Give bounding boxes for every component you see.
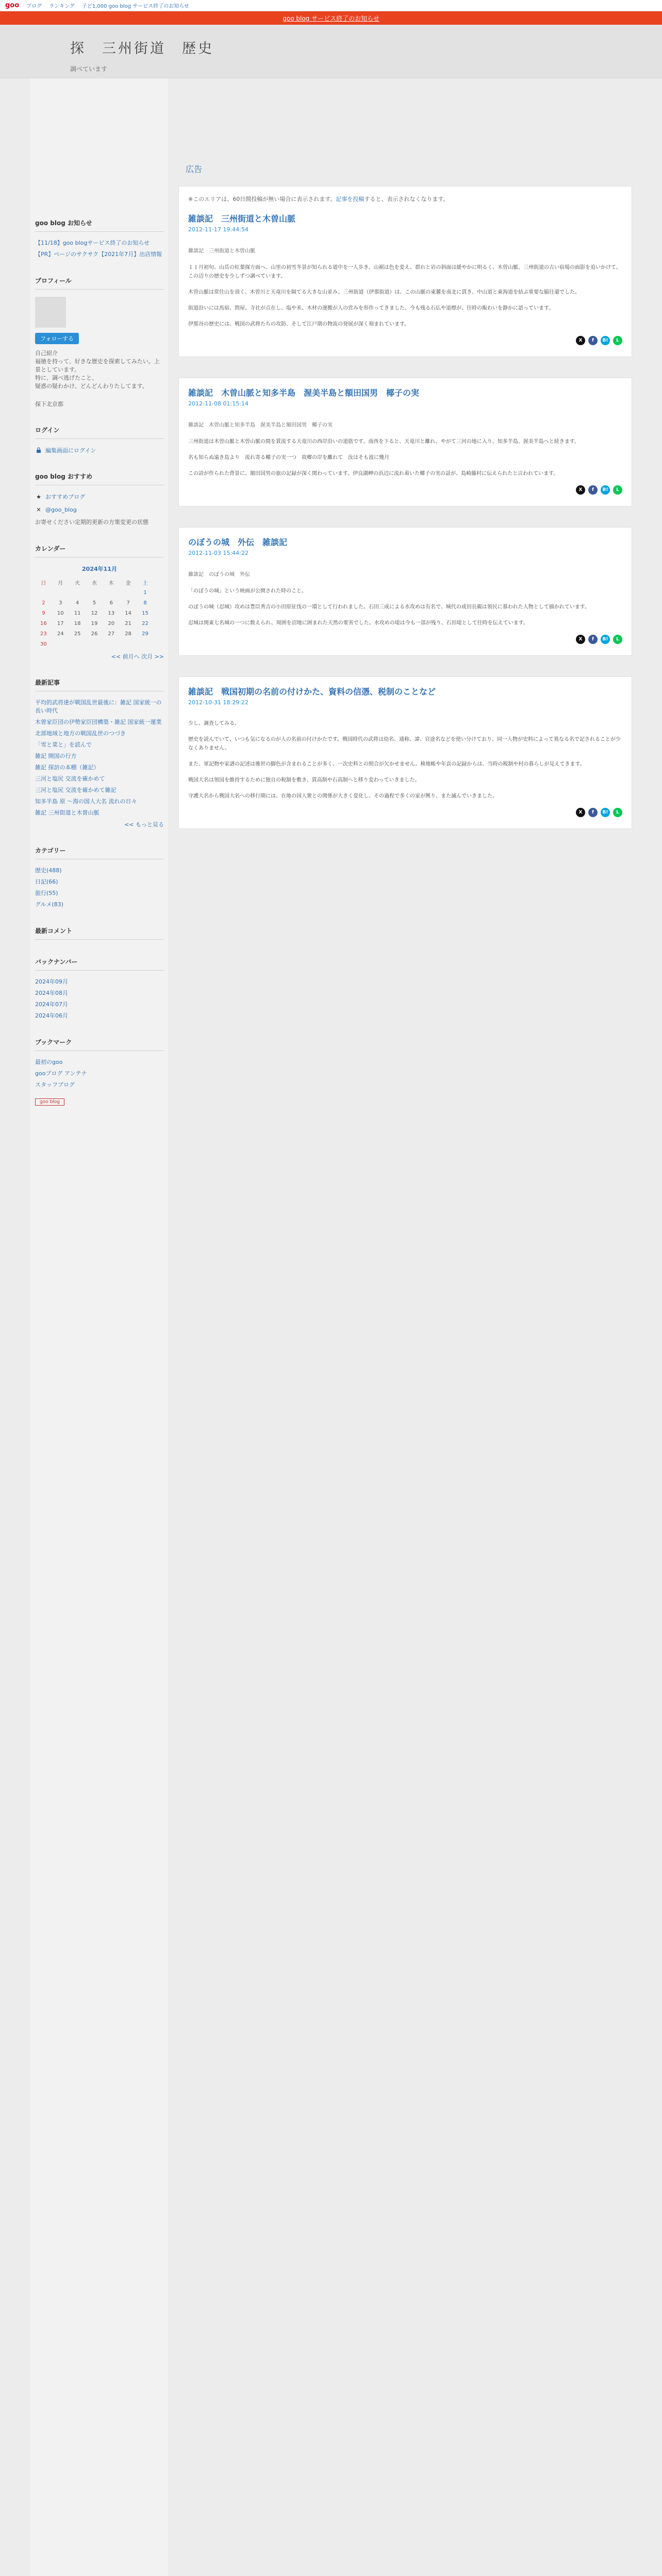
- calendar-day: [69, 587, 86, 598]
- post-body: [188, 437, 622, 478]
- recent-item: [35, 741, 164, 749]
- share-note: お寄せください定期的更新の方策変更の状態: [35, 519, 148, 526]
- post-body: [188, 719, 622, 801]
- line-share-icon[interactable]: L: [613, 485, 622, 495]
- post-date: 2012-10-31 18:29:22: [188, 699, 249, 706]
- hatena-share-icon[interactable]: B!: [601, 485, 610, 495]
- profile-heading: プロフィール: [35, 276, 164, 290]
- recent-item: [35, 786, 164, 794]
- login-icon: [35, 447, 42, 454]
- post-paragraph: 三州街道は木曽山脈と木曽山脈の間を貫流する天竜川の西岸沿いの道筋です。南西を下ると、天竜川と離れ、やがて三河の地に入り、知多半島、渥美半島へと続きます。: [188, 439, 580, 445]
- calendar-day: [69, 639, 86, 649]
- backnumber-link[interactable]: 2024年06月: [35, 1012, 68, 1019]
- calendar-day[interactable]: 17: [57, 620, 64, 626]
- calendar-nav[interactable]: << 前月へ 次月 >>: [111, 653, 164, 660]
- x-icon: ✕: [36, 506, 41, 513]
- recent-link[interactable]: 雑記 三州街道と木曽山脈: [35, 809, 100, 816]
- post-date: 2012-11-08 01:15:14: [188, 400, 249, 407]
- backnumber-list: [35, 978, 164, 1020]
- calendar-weekday: 月: [58, 580, 63, 586]
- calendar-day[interactable]: 16: [40, 620, 47, 626]
- category-link[interactable]: 歴史(488): [35, 867, 62, 874]
- calendar-day[interactable]: 11: [74, 610, 81, 616]
- main-content: [178, 78, 632, 850]
- calendar-week: [35, 629, 154, 639]
- calendar-day: [137, 639, 154, 649]
- calendar-day: [86, 587, 103, 598]
- post-categories: 雑談記 のぼうの城 外伝: [188, 572, 250, 578]
- calendar-day[interactable]: 2: [42, 600, 45, 606]
- calendar-day: [120, 639, 137, 649]
- calendar-day[interactable]: 1: [143, 589, 147, 596]
- bookmark-item: [35, 1070, 164, 1078]
- calendar-week: [35, 608, 154, 618]
- backnumber-item: [35, 1001, 164, 1009]
- bookmark-heading: ブックマーク: [35, 1038, 164, 1051]
- post-paragraph: 少し、調査してみる。: [188, 721, 240, 726]
- calendar-day[interactable]: 23: [40, 631, 47, 637]
- backnumber-link[interactable]: 2024年09月: [35, 978, 68, 985]
- post-paragraph: 伊那谷の歴史には、戦国の武将たちの攻防、そして江戸期の物流の発展が深く刻まれています。: [188, 321, 410, 327]
- calendar-day[interactable]: 21: [125, 620, 131, 626]
- topbar-link-ranking[interactable]: ランキング: [49, 4, 75, 9]
- calendar-week: [35, 587, 154, 598]
- profile-line: 福徳を持って、好きな歴史を探索してみたい。上景としています。: [35, 358, 160, 373]
- bookmark-item: [35, 1081, 164, 1089]
- recent-link[interactable]: 北部地域と地方の戦国乱世のつづき: [35, 730, 126, 737]
- calendar-day[interactable]: 3: [59, 600, 62, 606]
- recent-link[interactable]: 「雪と菜と」を読んで: [35, 741, 92, 748]
- post-categories: 雑談記 三州街道と木曽山脈: [188, 248, 255, 254]
- sidebar: [30, 78, 168, 2576]
- calendar-title: 2024年11月: [82, 566, 117, 572]
- profile-line: 自己紹介: [35, 350, 58, 357]
- comments-heading: 最新コメント: [35, 926, 164, 940]
- avatar: [35, 297, 66, 328]
- bookmark-item: [35, 1058, 164, 1066]
- inactive-notice: [188, 195, 622, 203]
- calendar-weekday: 金: [125, 580, 131, 586]
- post-paragraph: 街道沿いには馬宿、問屋、寺社が点在し、塩や米、木材の運搬が人の営みを形作ってきました。今も残る石仏や道標が、往時の賑わいを静かに語っています。: [188, 306, 554, 311]
- recent-item: [35, 699, 164, 715]
- calendar-day: [52, 587, 69, 598]
- backnumber-heading: バックナンバー: [35, 957, 164, 971]
- post-paragraph: 名も知らぬ遠き島より 流れ寄る椰子の実一つ 故郷の岸を離れて 汝はそも波に幾月: [188, 455, 389, 461]
- hatena-share-icon[interactable]: B!: [601, 635, 610, 644]
- x-share-icon[interactable]: X: [576, 635, 585, 644]
- post-date: 2012-11-17 19:44:54: [188, 226, 249, 233]
- calendar-day[interactable]: 15: [142, 610, 148, 616]
- blog-post: [178, 378, 632, 506]
- bookmark-link[interactable]: gooブログ アンテナ: [35, 1070, 87, 1077]
- calendar-day: [86, 639, 103, 649]
- calendar-week: [35, 598, 154, 608]
- backnumber-item: [35, 989, 164, 997]
- post-paragraph: 「のぼうの城」という映画が公開された時のこと。: [188, 588, 307, 594]
- share-heading: goo blog おすすめ: [35, 472, 164, 485]
- calendar-day[interactable]: 14: [125, 610, 131, 616]
- service-notice-link[interactable]: goo blog サービス終了のお知らせ: [283, 14, 379, 22]
- bookmark-link[interactable]: スタッフブログ: [35, 1081, 75, 1088]
- calendar-day[interactable]: 18: [74, 620, 81, 626]
- profile-text: [35, 349, 164, 391]
- post-body: [188, 263, 622, 329]
- calendar-week: [35, 639, 154, 649]
- calendar-day[interactable]: 7: [126, 600, 130, 606]
- backnumber-link[interactable]: 2024年08月: [35, 990, 68, 996]
- calendar-weekday: 火: [75, 580, 80, 586]
- notice-prefix: ※このエリアは、60日間投稿が無い場合に表示されます。: [188, 196, 336, 202]
- login-link[interactable]: 編集画面にログイン: [45, 447, 96, 454]
- calendar-day[interactable]: 8: [143, 600, 147, 606]
- recent-item: [35, 775, 164, 783]
- post-paragraph: 忍城は関東七名城の一つに数えられ、周囲を沼地に囲まれた天然の要害でした。水攻めの堤は今も一部が残り、石田堤として往時を伝えています。: [188, 620, 528, 626]
- topbar-link-blog[interactable]: ブログ: [26, 4, 42, 9]
- profile-line: 疑惑の疑わかけ、どんどんわりたしてます。: [35, 383, 148, 389]
- calendar-day[interactable]: 12: [91, 610, 98, 616]
- calendar-day[interactable]: 27: [108, 631, 115, 637]
- facebook-share-icon[interactable]: f: [588, 635, 598, 644]
- share-row: [188, 485, 622, 495]
- topbar-link-notice[interactable]: 子ど1,000 goo blog サービス終了のお知らせ: [81, 4, 189, 9]
- sidebar-notice-item: [35, 239, 164, 247]
- facebook-share-icon[interactable]: f: [588, 808, 598, 817]
- sidebar-notice-item: [35, 250, 164, 259]
- calendar-day[interactable]: 25: [74, 631, 81, 637]
- top-bar: [0, 0, 662, 11]
- category-item: [35, 889, 164, 897]
- calendar-day[interactable]: 29: [142, 631, 148, 637]
- follow-button[interactable]: フォローする: [35, 333, 79, 344]
- calendar-day: [35, 587, 52, 598]
- ad-label: 広告: [186, 164, 203, 174]
- goo-blog-badge[interactable]: goo blog: [35, 1098, 64, 1106]
- post-paragraph: １１月初旬、山岳の紅葉探方面へ、山里の初雪冬景が知られる道中を一人歩き。山裾は色を変え、群れと岩の斜面は緩やかに明るく、木曽山脈、三州街道の古い宿場の面影を追いかけて、この辺りの歴史を少しずつ調べています。: [188, 265, 621, 279]
- facebook-share-icon[interactable]: f: [588, 485, 598, 495]
- calendar-week: [35, 618, 154, 629]
- notice-heading: goo blog お知らせ: [35, 218, 164, 232]
- category-link[interactable]: グルメ(83): [35, 901, 63, 908]
- x-share-icon[interactable]: X: [576, 336, 585, 345]
- calendar-day[interactable]: 20: [108, 620, 115, 626]
- x-share-icon[interactable]: X: [576, 808, 585, 817]
- recent-link[interactable]: 平均的武将達が戦国乱世最後に：雑記 国家統一の長い時代: [35, 699, 162, 714]
- recent-item: [35, 798, 164, 806]
- star-icon: ★: [36, 493, 41, 500]
- recent-link[interactable]: 三河と塩尻 交流を確かめて雑記: [35, 787, 117, 793]
- notice-suffix: すると、表示されなくなります。: [364, 196, 449, 202]
- calendar-day[interactable]: 22: [142, 620, 148, 626]
- category-item: [35, 867, 164, 875]
- recent-item: [35, 730, 164, 738]
- calendar-day: [103, 639, 120, 649]
- recent-item: [35, 764, 164, 772]
- recent-item: [35, 718, 164, 726]
- calendar-day: [120, 587, 137, 598]
- calendar-heading: カレンダー: [35, 544, 164, 557]
- facebook-share-icon[interactable]: f: [588, 336, 598, 345]
- recent-link[interactable]: 雑記 探訪の本棚（雑記）: [35, 764, 100, 771]
- x-share-icon[interactable]: X: [576, 485, 585, 495]
- blog-post: [178, 676, 632, 829]
- recent-link[interactable]: 知多半島 原 〜海の国人大名 流れの日々: [35, 798, 137, 805]
- category-list: [35, 867, 164, 909]
- goo-logo[interactable]: goo: [5, 2, 20, 9]
- bookmark-list: [35, 1058, 164, 1089]
- post-paragraph: この詩が作られた背景に、額田国男の旅の記録が深く関わっています。伊良湖岬の浜辺に流れ着いた椰子の実の話が、島崎藤村に伝えられたと言われています。: [188, 471, 559, 477]
- hatena-share-icon[interactable]: B!: [601, 808, 610, 817]
- post-categories: 雑談記 木曽山脈と知多半島 渥美半島と額田国男 椰子の実: [188, 422, 333, 428]
- calendar-weekday: 土: [142, 580, 148, 586]
- post-title[interactable]: 雑談記 三州街道と木曽山脈: [188, 214, 296, 224]
- backnumber-item: [35, 1012, 164, 1020]
- calendar-weekday: 日: [41, 580, 46, 586]
- calendar-day[interactable]: 5: [92, 600, 96, 606]
- share-row: [188, 808, 622, 817]
- calendar-day[interactable]: 19: [91, 620, 98, 626]
- calendar-day[interactable]: 9: [42, 610, 45, 616]
- calendar-day[interactable]: 13: [108, 610, 115, 616]
- post-title[interactable]: のぼうの城 外伝 雑談記: [188, 537, 288, 547]
- recent-item: [35, 752, 164, 760]
- recent-item: [35, 809, 164, 817]
- sidebar-notice-link[interactable]: 【PR】ページのサクサク【2021年7月】出店情報: [35, 251, 162, 258]
- hatena-share-icon[interactable]: B!: [601, 336, 610, 345]
- calendar-day[interactable]: 24: [57, 631, 64, 637]
- post-paragraph: 守護大名から戦国大名への移行期には、在地の国人衆との関係が大きく変化し、その過程で多くの家が興り、また滅んでいきました。: [188, 793, 498, 799]
- line-share-icon[interactable]: L: [613, 808, 622, 817]
- login-heading: ログイン: [35, 426, 164, 439]
- category-item: [35, 901, 164, 909]
- share-row: [188, 635, 622, 644]
- blog-description: 調べています: [70, 65, 108, 73]
- post-title[interactable]: 雑談記 戦国初期の名前の付けかた、資料の信憑、税制のことなど: [188, 687, 436, 697]
- login-row[interactable]: [35, 446, 164, 454]
- calendar-day[interactable]: 26: [91, 631, 98, 637]
- category-heading: カテゴリー: [35, 846, 164, 859]
- share-row[interactable]: [35, 506, 164, 513]
- share-link[interactable]: @goo_blog: [45, 506, 77, 513]
- post-article-link[interactable]: 記事を投稿: [336, 196, 365, 202]
- calendar-day[interactable]: 30: [40, 641, 47, 647]
- recent-more[interactable]: << もっと見る: [124, 821, 164, 828]
- calendar-day: [103, 587, 120, 598]
- recent-link[interactable]: 木曽家臣団の伊勢家臣団構築・雑記 国家統一運業: [35, 719, 162, 725]
- recent-link[interactable]: 雑記 開国の行方: [35, 753, 77, 759]
- line-share-icon[interactable]: L: [613, 635, 622, 644]
- post-paragraph: のぼうの城（忍城）攻めは豊臣秀吉の小田原征伐の一環として行われました。石田三成による水攻めは有名で、城代の成田長親は領民に慕われた人物として描かれています。: [188, 604, 590, 610]
- calendar-weekday: 水: [91, 580, 97, 586]
- backnumber-item: [35, 978, 164, 986]
- backnumber-link[interactable]: 2024年07月: [35, 1001, 68, 1008]
- share-row[interactable]: [35, 493, 164, 501]
- category-link[interactable]: 日記(66): [35, 878, 58, 885]
- post-paragraph: 戦国大名は領国を維持するために独自の税制を敷き、貫高制や石高制へと移り変わっていきました。: [188, 777, 420, 783]
- bookmark-link[interactable]: 最初のgoo: [35, 1059, 63, 1065]
- calendar-day[interactable]: 28: [125, 631, 131, 637]
- calendar-day[interactable]: 10: [57, 610, 64, 616]
- category-link[interactable]: 旅行(55): [35, 890, 58, 896]
- blog-title[interactable]: 探 三州街道 歴史: [70, 41, 214, 57]
- sidebar-notice-link[interactable]: 【11/18】goo blogサービス終了のお知らせ: [35, 240, 150, 246]
- blog-header: [0, 25, 662, 78]
- category-item: [35, 878, 164, 886]
- recent-heading: 最新記事: [35, 678, 164, 691]
- calendar-weekday: 木: [108, 580, 114, 586]
- post-paragraph: 歴史を読んでいて、いつも気になるのが人の名前の付けかたです。戦国時代の武将は幼名、通称、諱、官途名などを使い分けており、同一人物が史料によって異なる名で記されることが少なくありません。: [188, 737, 621, 751]
- post-paragraph: 木曽山脈は常住山を頂く、木曽川と天竜川を隔てる大きな山並み。三州街道（伊那街道）は、この山脈の東麓を南北に貫き、中山道と東海道を結ぶ重要な脇往還でした。: [188, 290, 580, 295]
- calendar-day: [52, 639, 69, 649]
- post-date: 2012-11-03 15:44:22: [188, 550, 249, 556]
- profile-line: 特に、調べ逃げたこと、: [35, 375, 97, 381]
- calendar-day[interactable]: 6: [109, 600, 113, 606]
- post-title[interactable]: 雑談記 木曽山脈と知多半島 渥美半島と額田国男 椰子の実: [188, 388, 420, 398]
- calendar-day[interactable]: 4: [75, 600, 79, 606]
- post-paragraph: また、軍記物や家譜の記述は後世の脚色が含まれることが多く、一次史料との照合が欠かせません。検地帳や年貢の記録からは、当時の税制や村の暮らしが見えてきます。: [188, 761, 585, 767]
- recent-list: [35, 699, 164, 817]
- blog-post: [178, 186, 632, 357]
- blog-post: [178, 527, 632, 656]
- service-notice-bar: [0, 11, 662, 25]
- share-link[interactable]: おすすめブログ: [45, 494, 86, 500]
- line-share-icon[interactable]: L: [613, 336, 622, 345]
- recent-link[interactable]: 三河と塩尻 交流を確かめて: [35, 775, 105, 782]
- share-row: [188, 336, 622, 345]
- profile-name: 探下北京都: [35, 401, 63, 408]
- calendar-table: [35, 577, 154, 649]
- post-body: [188, 587, 622, 628]
